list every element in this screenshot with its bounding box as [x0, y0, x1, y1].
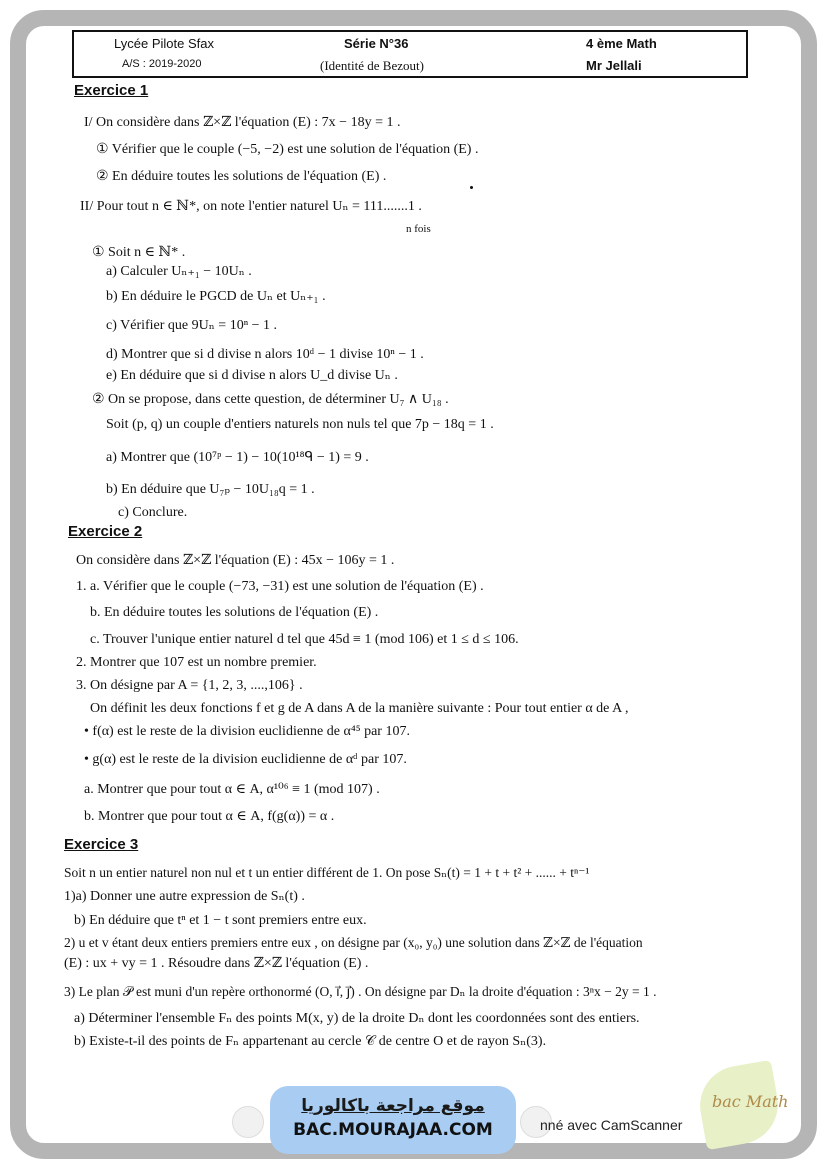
- ex3-line: a) Déterminer l'ensemble Fₙ des points M(x, y) de la droite Dₙ dont les coordonnées sont des entiers.: [74, 1011, 640, 1026]
- ex1-line: d) Montrer que si d divise n alors 10ᵈ − 1 divise 10ⁿ − 1 .: [106, 347, 424, 362]
- ex1-brace-label: n fois: [406, 223, 431, 235]
- document-header: [72, 30, 748, 78]
- ex3-line: b) En déduire que tⁿ et 1 − t sont premiers entre eux.: [74, 913, 367, 928]
- ex2-line: On définit les deux fonctions f et g de A dans A de la manière suivante : Pour tout entier α de A ,: [90, 701, 629, 716]
- ex1-line: a) Calculer Uₙ₊₁ − 10Uₙ .: [106, 264, 252, 279]
- school-name: Lycée Pilote Sfax: [114, 36, 214, 51]
- ex1-line: ① Soit n ∈ ℕ* .: [92, 245, 186, 260]
- ex2-line: 1. a. Vérifier que le couple (−73, −31) est une solution de l'équation (E) .: [76, 579, 484, 594]
- scan-speck: [470, 186, 473, 189]
- ex1-line: I/ On considère dans ℤ×ℤ l'équation (E) : 7x − 18y = 1 .: [84, 115, 401, 130]
- ex2-line: On considère dans ℤ×ℤ l'équation (E) : 45x − 106y = 1 .: [76, 553, 395, 568]
- school-year: A/S : 2019-2020: [122, 58, 202, 70]
- ex3-line: b) Existe-t-il des points de Fₙ appartenant au cercle 𝒞 de centre O et de rayon Sₙ(3).: [74, 1034, 547, 1049]
- camscanner-watermark: nné avec CamScanner: [540, 1117, 683, 1133]
- ex1-line: ② En déduire toutes les solutions de l'équation (E) .: [96, 169, 387, 184]
- series-subtitle: (Identité de Bezout): [320, 58, 424, 73]
- ex2-line: 3. On désigne par A = {1, 2, 3, ....,106} .: [76, 678, 303, 693]
- bac-math-logo-text: bac Math: [712, 1092, 789, 1111]
- ex1-line: c) Vérifier que 9Uₙ = 10ⁿ − 1 .: [106, 318, 278, 333]
- exercise-3-title: Exercice 3: [64, 836, 139, 853]
- ex1-line: ① Vérifier que le couple (−5, −2) est une solution de l'équation (E) .: [96, 142, 479, 157]
- site-logo-icon: [232, 1106, 264, 1138]
- ex2-line: a. Montrer que pour tout α ∈ A, α¹⁰⁶ ≡ 1 (mod 107) .: [84, 782, 380, 797]
- exercise-2-title: Exercice 2: [68, 523, 143, 540]
- ex3-line: Soit n un entier naturel non nul et t un entier différent de 1. On pose Sₙ(t) = 1 + t + t² + ...... + tⁿ⁻¹: [64, 865, 590, 880]
- ex1-line: b) En déduire que U₇ₚ − 10U₁₈q = 1 .: [106, 482, 315, 497]
- ex2-line: • g(α) est le reste de la division euclidienne de αᵈ par 107.: [84, 752, 407, 767]
- ex1-line: ② On se propose, dans cette question, de déterminer U₇ ∧ U₁₈ .: [92, 392, 449, 407]
- ex3-line: 1)a) Donner une autre expression de Sₙ(t) .: [64, 889, 305, 904]
- ex2-line: 2. Montrer que 107 est un nombre premier.: [76, 655, 317, 670]
- ex2-line: c. Trouver l'unique entier naturel d tel que 45d ≡ 1 (mod 106) et 1 ≤ d ≤ 106.: [90, 632, 519, 647]
- ex1-line: II/ Pour tout n ∈ ℕ*, on note l'entier naturel Uₙ = 111.......1 .: [80, 199, 422, 214]
- site-url[interactable]: BAC.MOURAJAA.COM: [293, 1120, 493, 1140]
- ex1-line: c) Conclure.: [118, 505, 188, 520]
- ex2-line: b. Montrer que pour tout α ∈ A, f(g(α)) = α .: [84, 809, 335, 824]
- ex1-line: e) En déduire que si d divise n alors U_d divise Uₙ .: [106, 368, 398, 383]
- ex1-line: b) En déduire le PGCD de Uₙ et Uₙ₊₁ .: [106, 289, 326, 304]
- series-title: Série N°36: [344, 36, 409, 51]
- site-name-arabic[interactable]: موقع مراجعة باكالوريا: [301, 1096, 485, 1116]
- site-badge[interactable]: [270, 1086, 516, 1154]
- exercise-1-title: Exercice 1: [74, 82, 149, 99]
- class-level: 4 ème Math: [586, 36, 657, 51]
- teacher-name: Mr Jellali: [586, 58, 642, 73]
- ex3-line: 2) u et v étant deux entiers premiers entre eux , on désigne par (x₀, y₀) une solution dans ℤ×ℤ de l'équation: [64, 935, 643, 950]
- ex2-line: • f(α) est le reste de la division euclidienne de α⁴⁵ par 107.: [84, 724, 410, 739]
- ex1-line: a) Montrer que (10⁷ᵖ − 1) − 10(10¹⁸ᑫ − 1) = 9 .: [106, 450, 369, 465]
- ex2-line: b. En déduire toutes les solutions de l'équation (E) .: [90, 605, 379, 620]
- ex3-line: (E) : ux + vy = 1 . Résoudre dans ℤ×ℤ l'équation (E) .: [64, 956, 369, 971]
- ex1-line: Soit (p, q) un couple d'entiers naturels non nuls tel que 7p − 18q = 1 .: [106, 417, 494, 432]
- ex3-line: 3) Le plan 𝒫 est muni d'un repère orthonormé (O, i⃗, j⃗) . On désigne par Dₙ la droite d'équation : 3ⁿx − 2y = 1 .: [64, 984, 657, 999]
